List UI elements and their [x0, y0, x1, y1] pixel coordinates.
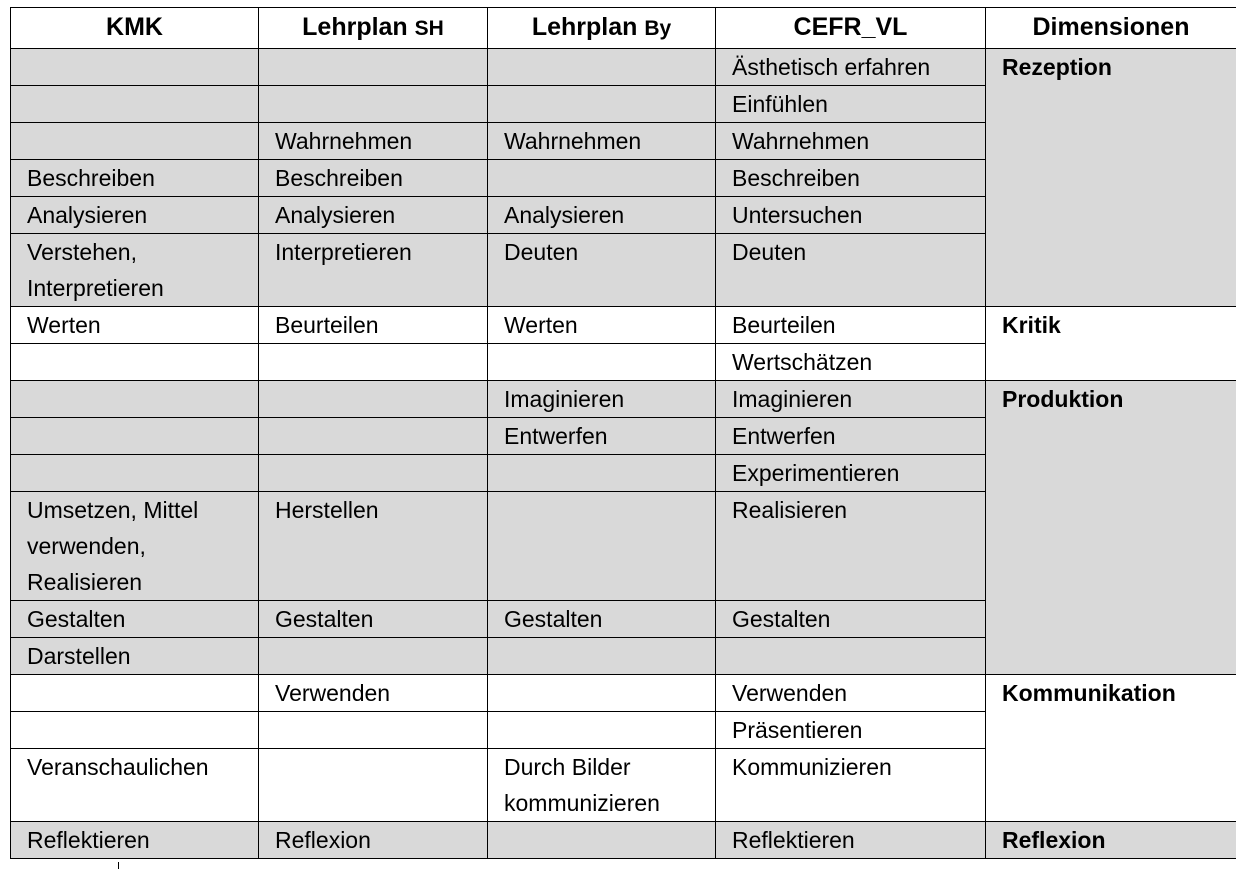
cell-by	[488, 675, 716, 712]
cell-by	[488, 638, 716, 675]
cell-cefr: Beurteilen	[716, 307, 986, 344]
cell-by	[488, 492, 716, 601]
text-cursor	[118, 862, 119, 869]
dimension-kommunikation: Kommunikation	[986, 675, 1236, 822]
cell-sh: Gestalten	[259, 601, 488, 638]
cell-cefr: Reflektieren	[716, 822, 986, 859]
cell-sh: Interpretieren	[259, 234, 488, 307]
dimension-reflexion: Reflexion	[986, 822, 1236, 859]
cell-kmk: Darstellen	[11, 638, 259, 675]
dimension-rezeption: Rezeption	[986, 49, 1236, 307]
cell-kmk	[11, 123, 259, 160]
cell-sh	[259, 712, 488, 749]
cell-kmk: Analysieren	[11, 197, 259, 234]
cell-cefr: Ästhetisch erfahren	[716, 49, 986, 86]
cell-by	[488, 49, 716, 86]
cell-sh: Wahrnehmen	[259, 123, 488, 160]
cell-by: Analysieren	[488, 197, 716, 234]
competence-table	[10, 7, 1236, 859]
cell-by	[488, 344, 716, 381]
table-row	[11, 49, 1236, 86]
cell-kmk: Beschreiben	[11, 160, 259, 197]
cell-sh	[259, 86, 488, 123]
cell-cefr: Experimentieren	[716, 455, 986, 492]
cell-sh	[259, 344, 488, 381]
cell-kmk: Werten	[11, 307, 259, 344]
cell-sh: Verwenden	[259, 675, 488, 712]
cell-by	[488, 160, 716, 197]
cell-by	[488, 455, 716, 492]
cell-kmk: Verstehen, Interpretieren	[11, 234, 259, 307]
cell-sh	[259, 418, 488, 455]
cell-by: Werten	[488, 307, 716, 344]
cell-sh	[259, 455, 488, 492]
table-row	[11, 675, 1236, 712]
cell-kmk	[11, 344, 259, 381]
cell-cefr: Kommunizieren	[716, 749, 986, 822]
cell-kmk	[11, 712, 259, 749]
cell-kmk	[11, 675, 259, 712]
cell-cefr: Verwenden	[716, 675, 986, 712]
cell-sh: Herstellen	[259, 492, 488, 601]
cell-by: Wahrnehmen	[488, 123, 716, 160]
cell-by: Gestalten	[488, 601, 716, 638]
header-kmk: KMK	[11, 8, 259, 49]
cell-kmk	[11, 49, 259, 86]
cell-cefr	[716, 638, 986, 675]
cell-cefr: Imaginieren	[716, 381, 986, 418]
cell-by: Durch Bilder kommunizieren	[488, 749, 716, 822]
cell-cefr: Untersuchen	[716, 197, 986, 234]
cell-sh	[259, 381, 488, 418]
cell-sh	[259, 49, 488, 86]
cell-cefr: Beschreiben	[716, 160, 986, 197]
cell-sh: Reflexion	[259, 822, 488, 859]
cell-cefr: Entwerfen	[716, 418, 986, 455]
cell-by	[488, 86, 716, 123]
table-row	[11, 822, 1236, 859]
cell-cefr: Wertschätzen	[716, 344, 986, 381]
cell-sh	[259, 749, 488, 822]
header-lehrplan-sh: Lehrplan SH	[259, 8, 488, 49]
cell-by	[488, 712, 716, 749]
cell-kmk	[11, 381, 259, 418]
cell-sh: Analysieren	[259, 197, 488, 234]
cell-kmk	[11, 86, 259, 123]
cell-kmk	[11, 418, 259, 455]
cell-kmk: Umsetzen, Mittel verwenden, Realisieren	[11, 492, 259, 601]
cell-by	[488, 822, 716, 859]
header-row	[11, 8, 1236, 49]
cell-kmk: Reflektieren	[11, 822, 259, 859]
cell-kmk	[11, 455, 259, 492]
cell-kmk: Gestalten	[11, 601, 259, 638]
cell-by: Entwerfen	[488, 418, 716, 455]
dimension-kritik: Kritik	[986, 307, 1236, 381]
dimension-produktion: Produktion	[986, 381, 1236, 675]
header-dimensionen: Dimensionen	[986, 8, 1236, 49]
cell-cefr: Präsentieren	[716, 712, 986, 749]
cell-kmk: Veranschaulichen	[11, 749, 259, 822]
cell-cefr: Realisieren	[716, 492, 986, 601]
table-row	[11, 307, 1236, 344]
table-row	[11, 381, 1236, 418]
cell-by: Deuten	[488, 234, 716, 307]
header-cefr: CEFR_VL	[716, 8, 986, 49]
cell-sh: Beurteilen	[259, 307, 488, 344]
cell-cefr: Gestalten	[716, 601, 986, 638]
header-lehrplan-by: Lehrplan By	[488, 8, 716, 49]
cell-sh: Beschreiben	[259, 160, 488, 197]
cell-cefr: Deuten	[716, 234, 986, 307]
cell-by: Imaginieren	[488, 381, 716, 418]
cell-cefr: Wahrnehmen	[716, 123, 986, 160]
cell-sh	[259, 638, 488, 675]
cell-cefr: Einfühlen	[716, 86, 986, 123]
